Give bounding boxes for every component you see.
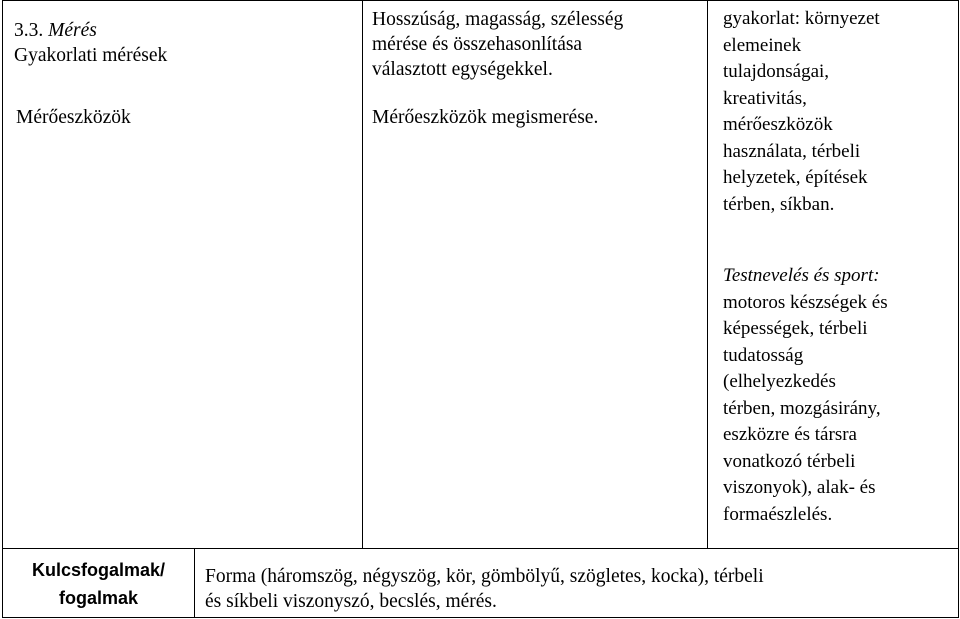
links-heading: Testnevelés és sport: — [723, 265, 880, 286]
links-line: térben, mozgásirány, — [723, 397, 881, 419]
content-cell — [372, 7, 705, 82]
links-line: formaészlelés. — [723, 503, 833, 525]
links-line: helyzetek, építések — [723, 167, 868, 188]
table-border-right — [958, 0, 959, 618]
links-line: mérőeszközök — [723, 114, 833, 135]
links-line: elemeinek — [723, 34, 802, 56]
keywords-label-line: Kulcsfogalmak/ — [31, 560, 166, 580]
links-line: viszonyok), alak- és — [723, 477, 876, 498]
topic-subtitle: Gyakorlati mérések — [14, 45, 168, 66]
links-line: eszközre és társra — [723, 424, 857, 445]
keywords-line: és síkbeli viszonyszó, becslés, mérés. — [205, 591, 497, 612]
keywords-line: Forma (háromszög, négyszög, kör, gömbölyű, szögletes, kocka), térbeli — [205, 566, 764, 587]
topic-title: Mérés — [48, 20, 97, 41]
keywords-label — [3, 556, 194, 612]
column-divider-label — [194, 548, 195, 618]
content-line: választott egységekkel. — [372, 59, 553, 80]
column-divider-1 — [362, 0, 363, 549]
table-border-top — [2, 0, 959, 1]
column-divider-2 — [707, 0, 708, 549]
links-line: képességek, térbeli — [723, 318, 868, 339]
table-border-bottom — [2, 617, 959, 618]
keywords-content — [205, 564, 955, 614]
keywords-label-line: fogalmak — [58, 588, 139, 608]
tools-label: Mérőeszközök — [16, 107, 131, 128]
links-line: tudatosság — [723, 344, 804, 366]
content-tools: Mérőeszközök megismerése. — [372, 107, 599, 128]
links-line: tulajdonságai, — [723, 61, 830, 82]
row-divider — [2, 548, 959, 549]
links-cell — [723, 6, 956, 218]
links-cell-2 — [723, 263, 956, 528]
topic-heading — [14, 18, 359, 43]
table-border-left — [2, 0, 3, 618]
links-line: vonatkozó térbeli — [723, 450, 856, 472]
links-line: motoros készségek és — [723, 291, 888, 313]
links-line: (elhelyezkedés — [723, 371, 836, 392]
links-line: használata, térbeli — [723, 140, 861, 162]
content-line: mérése és összehasonlítása — [372, 34, 583, 55]
topic-cell — [14, 18, 359, 68]
links-line: kreativitás, — [723, 87, 807, 109]
content-line: Hosszúság, magasság, szélesség — [372, 9, 624, 30]
links-line: gyakorlat: környezet — [723, 8, 880, 29]
topic-number: 3.3. — [14, 20, 44, 41]
links-line: térben, síkban. — [723, 193, 835, 215]
